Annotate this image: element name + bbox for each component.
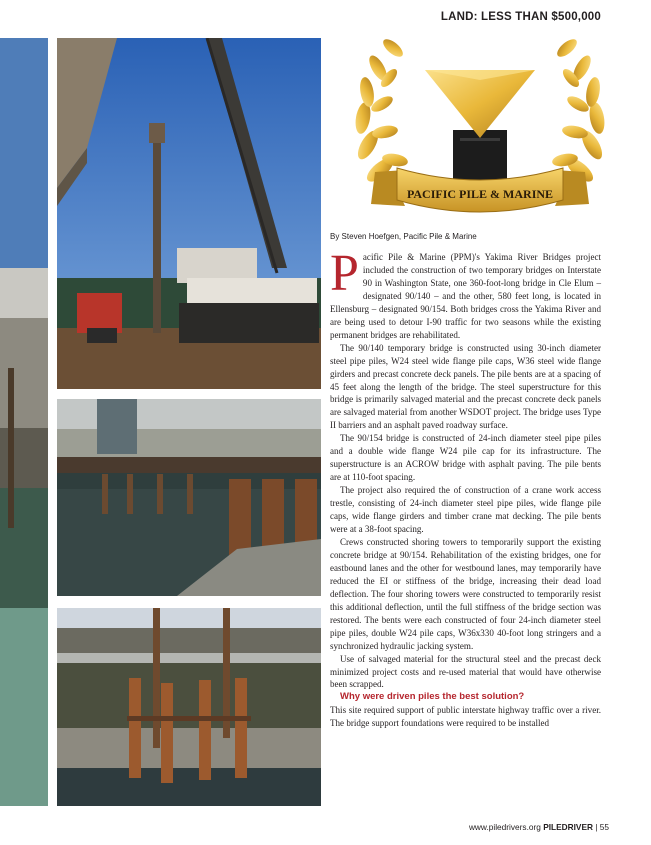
article-paragraph: The 90/140 temporary bridge is constructed using 30-inch diameter steel pipe piles, W24 steel wide flange pile caps, W36 steel wide flange girders and precast concrete deck panels. The pile bents are at a spacing of 45 feet along the length of the bridge. The steel superstructure for this bridge is primarily salvaged material and the precast concrete deck panels are salvaged material from another WSDOT project. The bridge uses Type II barriers and an asphalt paved roadway surface. [330,342,601,431]
temporary-bridge-photo [57,399,321,596]
article-body [330,245,601,730]
section-subheading: Why were driven piles the best solution? [340,691,525,703]
crane-pile-driving-photo [57,38,321,389]
page-footer [469,822,609,832]
article-paragraph: Crews constructed shoring towers to temporarily support the existing concrete bridge at 90/154. Rehabilitation of the existing bridges, one for eastbound lanes and the other for westbound lanes, may temporarily have reduced the EI or stiffness of the bridge, increasing their dead load deflection. The four shoring towers were constructed to temporarily resist this additional deflection, until the full stiffness of the bridge section was restored. The bents were each constructed of four 24-inch diameter steel pipe piles, double W24 pile caps, W36x330 40-foot long stringers and a synchronized hydraulic jacking system. [330,536,601,651]
section-label: LAND: LESS THAN $500,000 [440,11,601,23]
article-paragraph: Pacific Pile & Marine (PPM)'s Yakima River Bridges project included the construction of two temporary bridges on Interstate 90 in Washington State, one 360-foot-long bridge in Cle Elum – designated 90/140 – and the other, 580 feet long, is located in Ellensburg – designated 90/154. Both bridges cross the Yakima River and are being used to detour I-90 traffic for two seasons while the existing permanent bridges are rehabilitated. [330,245,601,340]
byline: By Steven Hoefgen, Pacific Pile & Marine [330,232,477,241]
award-graphic [335,20,625,230]
footer-publication: PILEDRIVER [543,822,593,832]
page-number: 55 [599,822,609,832]
shoring-tower-photo [57,608,321,806]
footer-separator: | [595,822,598,832]
article-paragraph: This site required support of public interstate highway traffic over a river. The bridge support foundations were required to be installed [330,705,601,729]
ribbon-text: PACIFIC PILE & MARINE [406,187,554,201]
article-paragraph: Use of salvaged material for the structural steel and the precast deck minimized project costs and re-used material that would have otherwise been scrapped. [330,653,601,690]
laurel-trophy-icon [335,20,625,230]
drop-cap: P [330,245,359,302]
article-paragraph: The 90/154 bridge is constructed of 24-inch diameter steel pipe piles and a double wide flange W24 pile cap for its infrastructure. The superstructure is an ACROW bridge with asphalt paving. The pile bents are at 110-foot spacing. [330,433,601,483]
footer-url[interactable]: www.piledrivers.org [468,822,541,832]
bridge-edge-photo [0,38,48,806]
article-paragraph: The project also required the of construction of a crane work access trestle, consisting of 24-inch diameter steel pipe piles, wide flange pile caps, wide flange girders and timber crane mat decking. The pile bents were at a 38-foot spacing. [330,485,601,535]
